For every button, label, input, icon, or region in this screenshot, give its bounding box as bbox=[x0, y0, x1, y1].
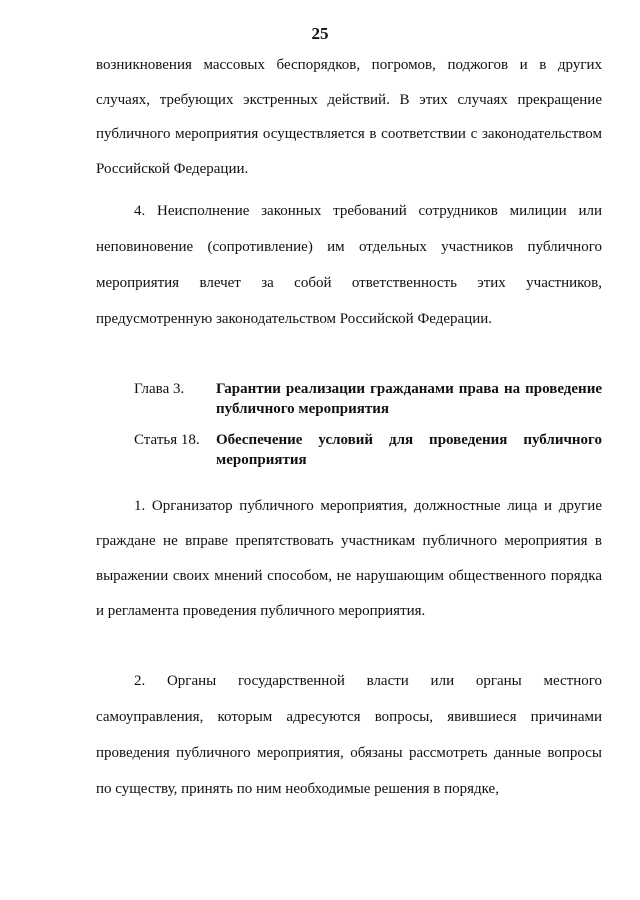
page-number: 25 bbox=[311, 24, 329, 43]
chapter-heading bbox=[134, 379, 602, 419]
article-heading bbox=[134, 430, 602, 470]
chapter-title: Гарантии реализации гражданами права на проведение публичного мероприятия bbox=[216, 381, 602, 417]
article-18-paragraph-2: 2. Органы государственной власти или органы местного самоуправления, которым адресуются вопросы, явившиеся причинами проведения публичного мероприятия, обязаны рассмотреть данные вопросы по существу, принять по ним необходимые решения в порядке, bbox=[96, 673, 602, 797]
chapter-label: Глава 3. bbox=[134, 381, 185, 397]
paragraph-3-continuation: возникновения массовых беспорядков, погромов, поджогов и в других случаях, требующих экстренных действий. В этих случаях прекращение публичного мероприятия осуществляется в соответствии с законодательством Российской Федерации. bbox=[96, 57, 602, 177]
article-title: Обеспечение условий для проведения публичного мероприятия bbox=[216, 432, 602, 468]
article-label: Статья 18. bbox=[134, 432, 200, 448]
paragraph-4: 4. Неисполнение законных требований сотрудников милиции или неповиновение (сопротивление) им отдельных участников публичного мероприятия влечет за собой ответственность этих участников, предусмотренную законодательством Российской Федерации. bbox=[96, 203, 602, 327]
article-18-paragraph-1: 1. Организатор публичного мероприятия, должностные лица и другие граждане не вправе препятствовать участникам публичного мероприятия в выражении своих мнений способом, не нарушающим общественного порядка и регламента проведения публичного мероприятия. bbox=[96, 498, 602, 619]
